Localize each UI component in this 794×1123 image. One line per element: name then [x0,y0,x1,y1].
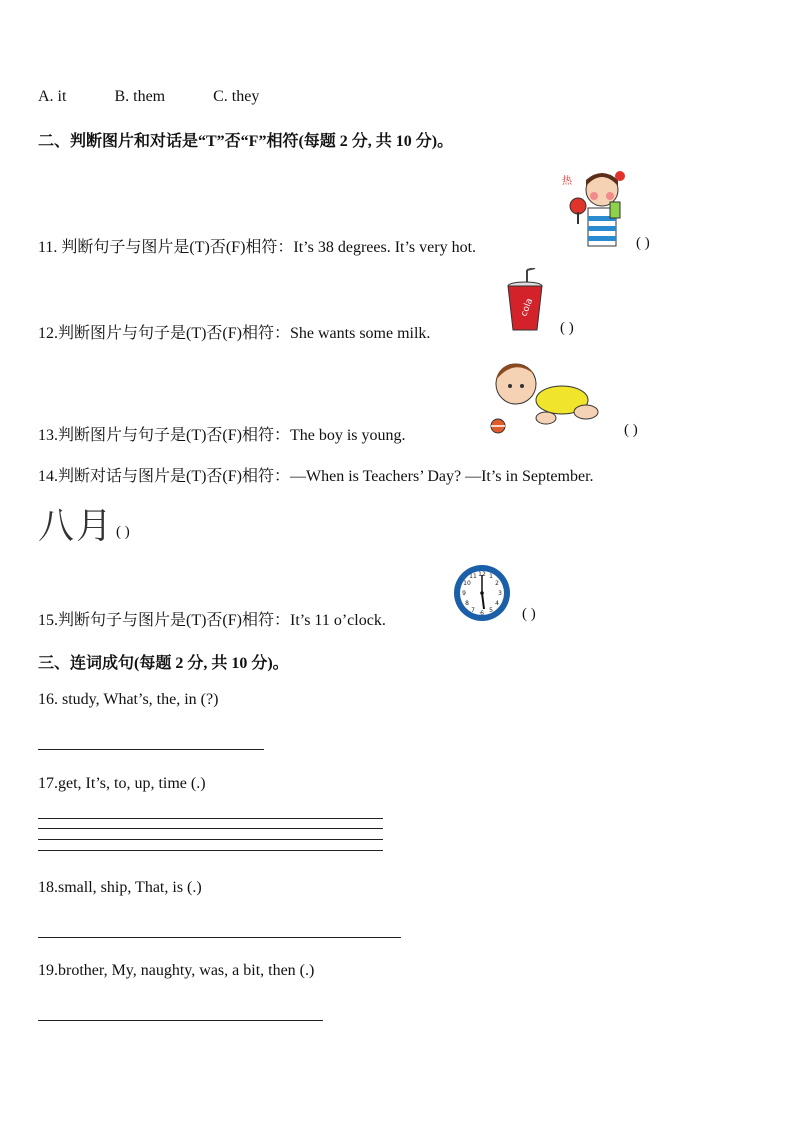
section3-heading: 三、连词成句(每题 2 分, 共 10 分)。 [38,655,289,672]
question-13-text: 13.判断图片与句子是(T)否(F)相符：The boy is young. [38,427,406,444]
answer-line-17b[interactable] [38,828,383,829]
sentence-17-text: 17.get, It’s, to, up, time (.) [38,775,206,792]
svg-text:4: 4 [495,600,499,607]
baby-boy-icon [486,356,604,436]
svg-text:9: 9 [462,590,466,597]
answer-box-12[interactable]: ( ) [560,320,574,336]
svg-text:7: 7 [471,607,475,614]
svg-text:5: 5 [489,607,493,614]
svg-text:10: 10 [463,580,471,587]
hot-girl-icon [560,168,630,250]
answer-box-15[interactable]: ( ) [522,606,536,622]
svg-text:1: 1 [489,573,493,580]
answer-box-14[interactable]: ( ) [116,524,130,540]
answer-box-13[interactable]: ( ) [624,422,638,438]
answer-line-17d[interactable] [38,850,383,851]
question-12-text: 12.判断图片与句子是(T)否(F)相符：She wants some milk. [38,325,431,342]
svg-text:8: 8 [465,600,469,607]
svg-text:3: 3 [498,590,502,597]
section2-heading: 二、判断图片和对话是“T”否“F”相符(每题 2 分, 共 10 分)。 [38,133,454,150]
question-11-text: 11. 判断句子与图片是(T)否(F)相符：It’s 38 degrees. It’s very hot. [38,239,477,256]
svg-text:12: 12 [478,571,486,578]
sentence-18-text: 18.small, ship, That, is (.) [38,879,202,896]
option-b: B. them [114,88,166,105]
answer-line-16[interactable] [38,749,264,750]
sentence-16-text: 16. study, What’s, the, in (?) [38,691,219,708]
clock-icon [452,563,512,623]
answer-line-18[interactable] [38,937,401,938]
answer-line-19[interactable] [38,1020,323,1021]
answer-box-11[interactable]: ( ) [636,235,650,251]
answer-line-17c[interactable] [38,839,383,840]
sentence-19-text: 19.brother, My, naughty, was, a bit, then (.) [38,962,315,979]
svg-text:11: 11 [469,573,477,580]
svg-text:6: 6 [480,610,484,617]
svg-text:2: 2 [495,580,499,587]
answer-line-17a[interactable] [38,818,383,819]
option-c: C. they [213,88,260,105]
options-row [38,88,259,106]
option-a: A. it [38,88,67,105]
cola-cup-icon [505,268,545,334]
svg-text:cola: cola [519,297,536,318]
svg-text:热: 热 [562,176,572,187]
august-picture-text: 八月 [38,506,115,547]
question-14-text: 14.判断对话与图片是(T)否(F)相符：—When is Teachers’ Day? —It’s in September. [38,468,594,485]
question-15-text: 15.判断句子与图片是(T)否(F)相符：It’s 11 o’clock. [38,612,386,629]
